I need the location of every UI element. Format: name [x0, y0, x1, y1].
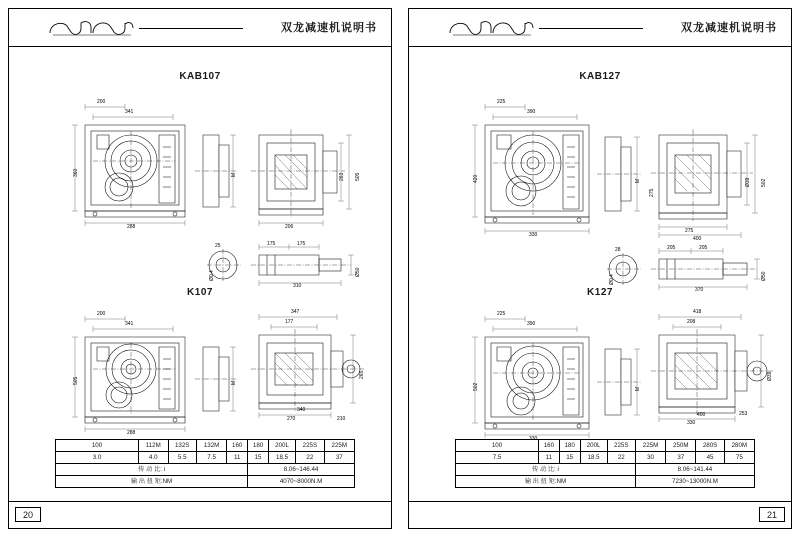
torque-label: 输 出 扭 矩:NM [56, 476, 248, 488]
dim-label: 390 [527, 321, 536, 327]
dim-label: 225 [497, 99, 506, 105]
dim-label: 400 [693, 236, 702, 242]
section-title-k127: K127 [587, 287, 613, 298]
dim-label: 200 [97, 99, 106, 105]
cell: 37 [666, 452, 696, 464]
cell: 11 [539, 452, 560, 464]
dim-label: M [635, 386, 641, 391]
torque-value: 4070~8000N.M [248, 476, 355, 488]
swsj-logo-icon [47, 17, 135, 39]
page-right-header [409, 9, 791, 47]
cell: 225M [324, 440, 354, 452]
dim-label: 390 [527, 109, 536, 115]
cell: 30 [635, 452, 665, 464]
dim-label: 275 [685, 228, 694, 234]
dim-label: 370 [695, 287, 704, 293]
dim-label: 205 [667, 245, 676, 251]
cell: 180 [248, 440, 269, 452]
dim-label: 288 [127, 430, 136, 436]
drawing-k107-front [63, 305, 253, 435]
cell: 280S [696, 440, 724, 452]
ratio-value: 8.06~141.44 [635, 464, 754, 476]
cell: 45 [696, 452, 724, 464]
cell: 112M [139, 440, 169, 452]
dim-label: 265 [359, 370, 365, 379]
cell: 22 [296, 452, 324, 464]
cell: 250M [666, 440, 696, 452]
drawing-kab127-front [463, 91, 653, 241]
cell: 7.5 [196, 452, 226, 464]
cell: 225M [635, 440, 665, 452]
dim-label: 206 [285, 224, 294, 230]
cell: 200L [580, 440, 607, 452]
table-row [56, 452, 355, 464]
dim-label: 502 [761, 178, 767, 187]
cell: 18.5 [580, 452, 607, 464]
dim-label: 505 [355, 172, 361, 181]
cell: 75 [724, 452, 754, 464]
cell: 180 [559, 440, 580, 452]
dim-label: 420 [473, 174, 479, 183]
page-number-right: 21 [759, 507, 785, 522]
dim-label: M [231, 172, 237, 177]
torque-value: 7230~13000N.M [635, 476, 754, 488]
dim-label: 340 [297, 407, 306, 413]
ratio-label: 传 动 比: i [456, 464, 636, 476]
table-row [456, 452, 755, 464]
cell: 11 [227, 452, 248, 464]
page-right [400, 0, 800, 537]
table-row [56, 476, 355, 488]
dim-label: 505 [73, 376, 79, 385]
table-row [56, 464, 355, 476]
cell: 22 [607, 452, 635, 464]
cell: 160 [539, 440, 560, 452]
dim-label: 275 [649, 188, 655, 197]
dim-label: 25 [215, 243, 221, 249]
cell: 132M [196, 440, 226, 452]
section-title-kab107: KAB107 [179, 71, 221, 82]
header-title: 双龙减速机说明书 [281, 21, 377, 34]
drawing-k107-side [241, 303, 371, 421]
header-title: 双龙减速机说明书 [681, 21, 777, 34]
dim-label: 175 [267, 241, 276, 247]
table-row [456, 476, 755, 488]
cell: 280M [724, 440, 754, 452]
dim-label: 341 [125, 109, 134, 115]
dim-label: 270 [287, 416, 296, 422]
dim-label: 225 [497, 311, 506, 317]
page-right-frame [408, 8, 792, 529]
dim-label: 200 [97, 311, 106, 317]
swsj-logo-icon [447, 17, 535, 39]
dim-label: 177 [285, 319, 294, 325]
cell: 4.0 [139, 452, 169, 464]
dim-label: 208 [687, 319, 696, 325]
dim-label: 330 [529, 436, 538, 442]
drawing-kab127-side [645, 121, 771, 242]
dim-label: 330 [687, 420, 696, 426]
dim-label: Ø50 [355, 267, 361, 277]
drawing-k127-front [463, 305, 653, 441]
section-title-kab127: KAB127 [579, 71, 621, 82]
cell: 15 [559, 452, 580, 464]
spec-table-right [455, 439, 755, 488]
dim-label: 263 [339, 172, 345, 181]
footer-rule [409, 501, 791, 502]
dim-label: 310 [293, 283, 302, 289]
cell: 160 [227, 440, 248, 452]
cell: 7.5 [456, 452, 539, 464]
dim-label: 205 [699, 245, 708, 251]
cell: 5.5 [168, 452, 196, 464]
cell: 15 [248, 452, 269, 464]
drawing-kab107-side [245, 121, 365, 233]
torque-label: 输 出 扭 矩:NM [456, 476, 636, 488]
cell: 3.0 [56, 452, 139, 464]
footer-rule [9, 501, 391, 502]
drawing-kab127-shaft [605, 245, 770, 293]
dim-label: 347 [291, 309, 300, 315]
dim-label: 341 [125, 321, 134, 327]
table-row [56, 440, 355, 452]
dim-label: 502 [473, 382, 479, 391]
cell: 18.5 [268, 452, 295, 464]
table-row [456, 464, 755, 476]
dim-label: 28 [615, 247, 621, 253]
dim-label: Ø39 [745, 177, 751, 187]
cell: 225S [296, 440, 324, 452]
dim-label: Ø50 [761, 271, 767, 281]
drawing-k127-side [641, 303, 777, 427]
dim-label: M [635, 178, 641, 183]
cell: 100 [56, 440, 139, 452]
dim-label: 330 [529, 232, 538, 238]
ratio-label: 传 动 比: i [56, 464, 248, 476]
dim-label: Ø39 [767, 371, 773, 381]
dim-label: Ø0.4 [209, 270, 215, 281]
dim-label: M [231, 380, 237, 385]
header-rule [539, 28, 643, 29]
drawing-kab107-front [63, 91, 253, 231]
table-row [456, 440, 755, 452]
section-title-k107: K107 [187, 287, 213, 298]
dim-label: 400 [697, 412, 706, 418]
dim-label: 175 [297, 241, 306, 247]
page-left-frame [8, 8, 392, 529]
dim-label: 360 [73, 168, 79, 177]
ratio-value: 8.06~146.44 [248, 464, 355, 476]
page-left-header [9, 9, 391, 47]
header-rule [139, 28, 243, 29]
dim-label: Ø0.4 [609, 274, 615, 285]
dim-label: 418 [693, 309, 702, 315]
dim-label: 288 [127, 224, 136, 230]
cell: 225S [607, 440, 635, 452]
cell: 200L [268, 440, 295, 452]
dim-label: 253 [739, 411, 748, 417]
cell: 132S [168, 440, 196, 452]
spec-table-left [55, 439, 355, 488]
dim-label: 210 [337, 416, 346, 422]
cell: 100 [456, 440, 539, 452]
drawing-kab107-shaft [205, 241, 365, 289]
cell: 37 [324, 452, 354, 464]
page-number-left: 20 [15, 507, 41, 522]
